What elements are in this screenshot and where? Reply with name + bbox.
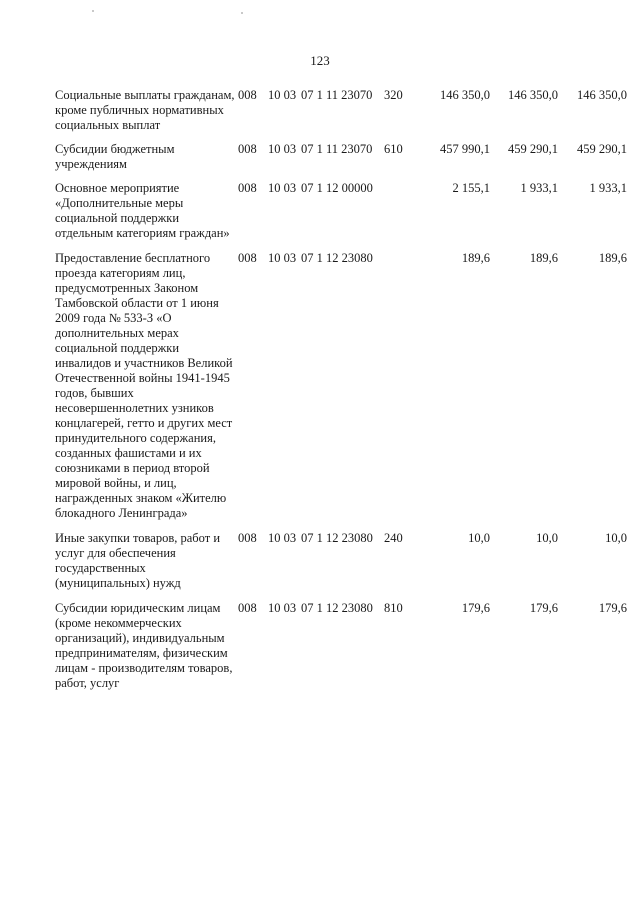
budget-table [55, 88, 627, 691]
ministry-code: 008 [238, 88, 257, 102]
table-row [55, 88, 627, 133]
page-number: 123 [310, 53, 330, 68]
amount-year-2: 1 933,1 [520, 181, 558, 195]
expense-kind: 810 [384, 601, 403, 615]
target-code: 07 1 11 23070 [301, 88, 373, 102]
target-code: 07 1 12 23080 [301, 601, 373, 615]
item-name: Субсидии юридическим лицам (кроме некоммерческих организаций), индивидуальным предпринимателям, физическим лицам - производителям товаров, работ, услуг [55, 601, 233, 690]
item-name: Предоставление бесплатного проезда категориям лиц, предусмотренных Законом Тамбовской области от 1 июня 2009 года № 533-З «О дополнительных мерах социальной поддержки инвалидов и участников Великой Отечественной войны 1941-1945 годов, бывших несовершеннолетних узников концлагерей, гетто и других мест принудительного содержания, созданных фашистами и их союзниками в период второй мировой войны, и лиц, награжденных знаком «Жителю блокадного Ленинграда» [55, 251, 233, 520]
table-row [55, 601, 627, 691]
ministry-code: 008 [238, 142, 257, 156]
table-row [55, 181, 627, 241]
amount-year-3: 459 290,1 [577, 142, 627, 156]
amount-year-2: 189,6 [529, 251, 558, 265]
table-row [55, 142, 627, 172]
target-code: 07 1 12 23080 [301, 251, 373, 265]
ministry-code: 008 [238, 601, 257, 615]
item-name: Иные закупки товаров, работ и услуг для обеспечения государственных (муниципальных) нужд [55, 531, 221, 590]
target-code: 07 1 11 23070 [301, 142, 373, 156]
amount-year-1: 2 155,1 [452, 181, 490, 195]
expense-kind: 320 [384, 88, 403, 102]
expense-kind: 610 [384, 142, 403, 156]
section-code: 10 03 [268, 181, 297, 195]
amount-year-3: 179,6 [598, 601, 627, 615]
ministry-code: 008 [238, 531, 257, 545]
amount-year-1: 146 350,0 [440, 88, 490, 102]
item-name: Социальные выплаты гражданам, кроме публичных нормативных социальных выплат [55, 88, 235, 132]
section-code: 10 03 [268, 142, 297, 156]
section-code: 10 03 [268, 251, 297, 265]
amount-year-1: 10,0 [468, 531, 490, 545]
amount-year-3: 146 350,0 [577, 88, 627, 102]
table-row [55, 531, 627, 591]
amount-year-2: 10,0 [536, 531, 558, 545]
item-name: Основное мероприятие «Дополнительные меры социальной поддержки отдельным категориям граждан» [55, 181, 230, 240]
item-name: Субсидии бюджетным учреждениям [55, 142, 175, 171]
target-code: 07 1 12 00000 [301, 181, 373, 195]
amount-year-2: 146 350,0 [508, 88, 558, 102]
amount-year-1: 179,6 [461, 601, 490, 615]
amount-year-2: 179,6 [529, 601, 558, 615]
amount-year-3: 10,0 [605, 531, 627, 545]
ministry-code: 008 [238, 251, 257, 265]
ministry-code: 008 [238, 181, 257, 195]
amount-year-3: 189,6 [598, 251, 627, 265]
expense-kind: 240 [384, 531, 403, 545]
section-code: 10 03 [268, 601, 297, 615]
amount-year-1: 189,6 [461, 251, 490, 265]
amount-year-2: 459 290,1 [508, 142, 558, 156]
amount-year-1: 457 990,1 [440, 142, 490, 156]
section-code: 10 03 [268, 88, 297, 102]
table-row [55, 251, 627, 521]
amount-year-3: 1 933,1 [589, 181, 627, 195]
section-code: 10 03 [268, 531, 297, 545]
target-code: 07 1 12 23080 [301, 531, 373, 545]
